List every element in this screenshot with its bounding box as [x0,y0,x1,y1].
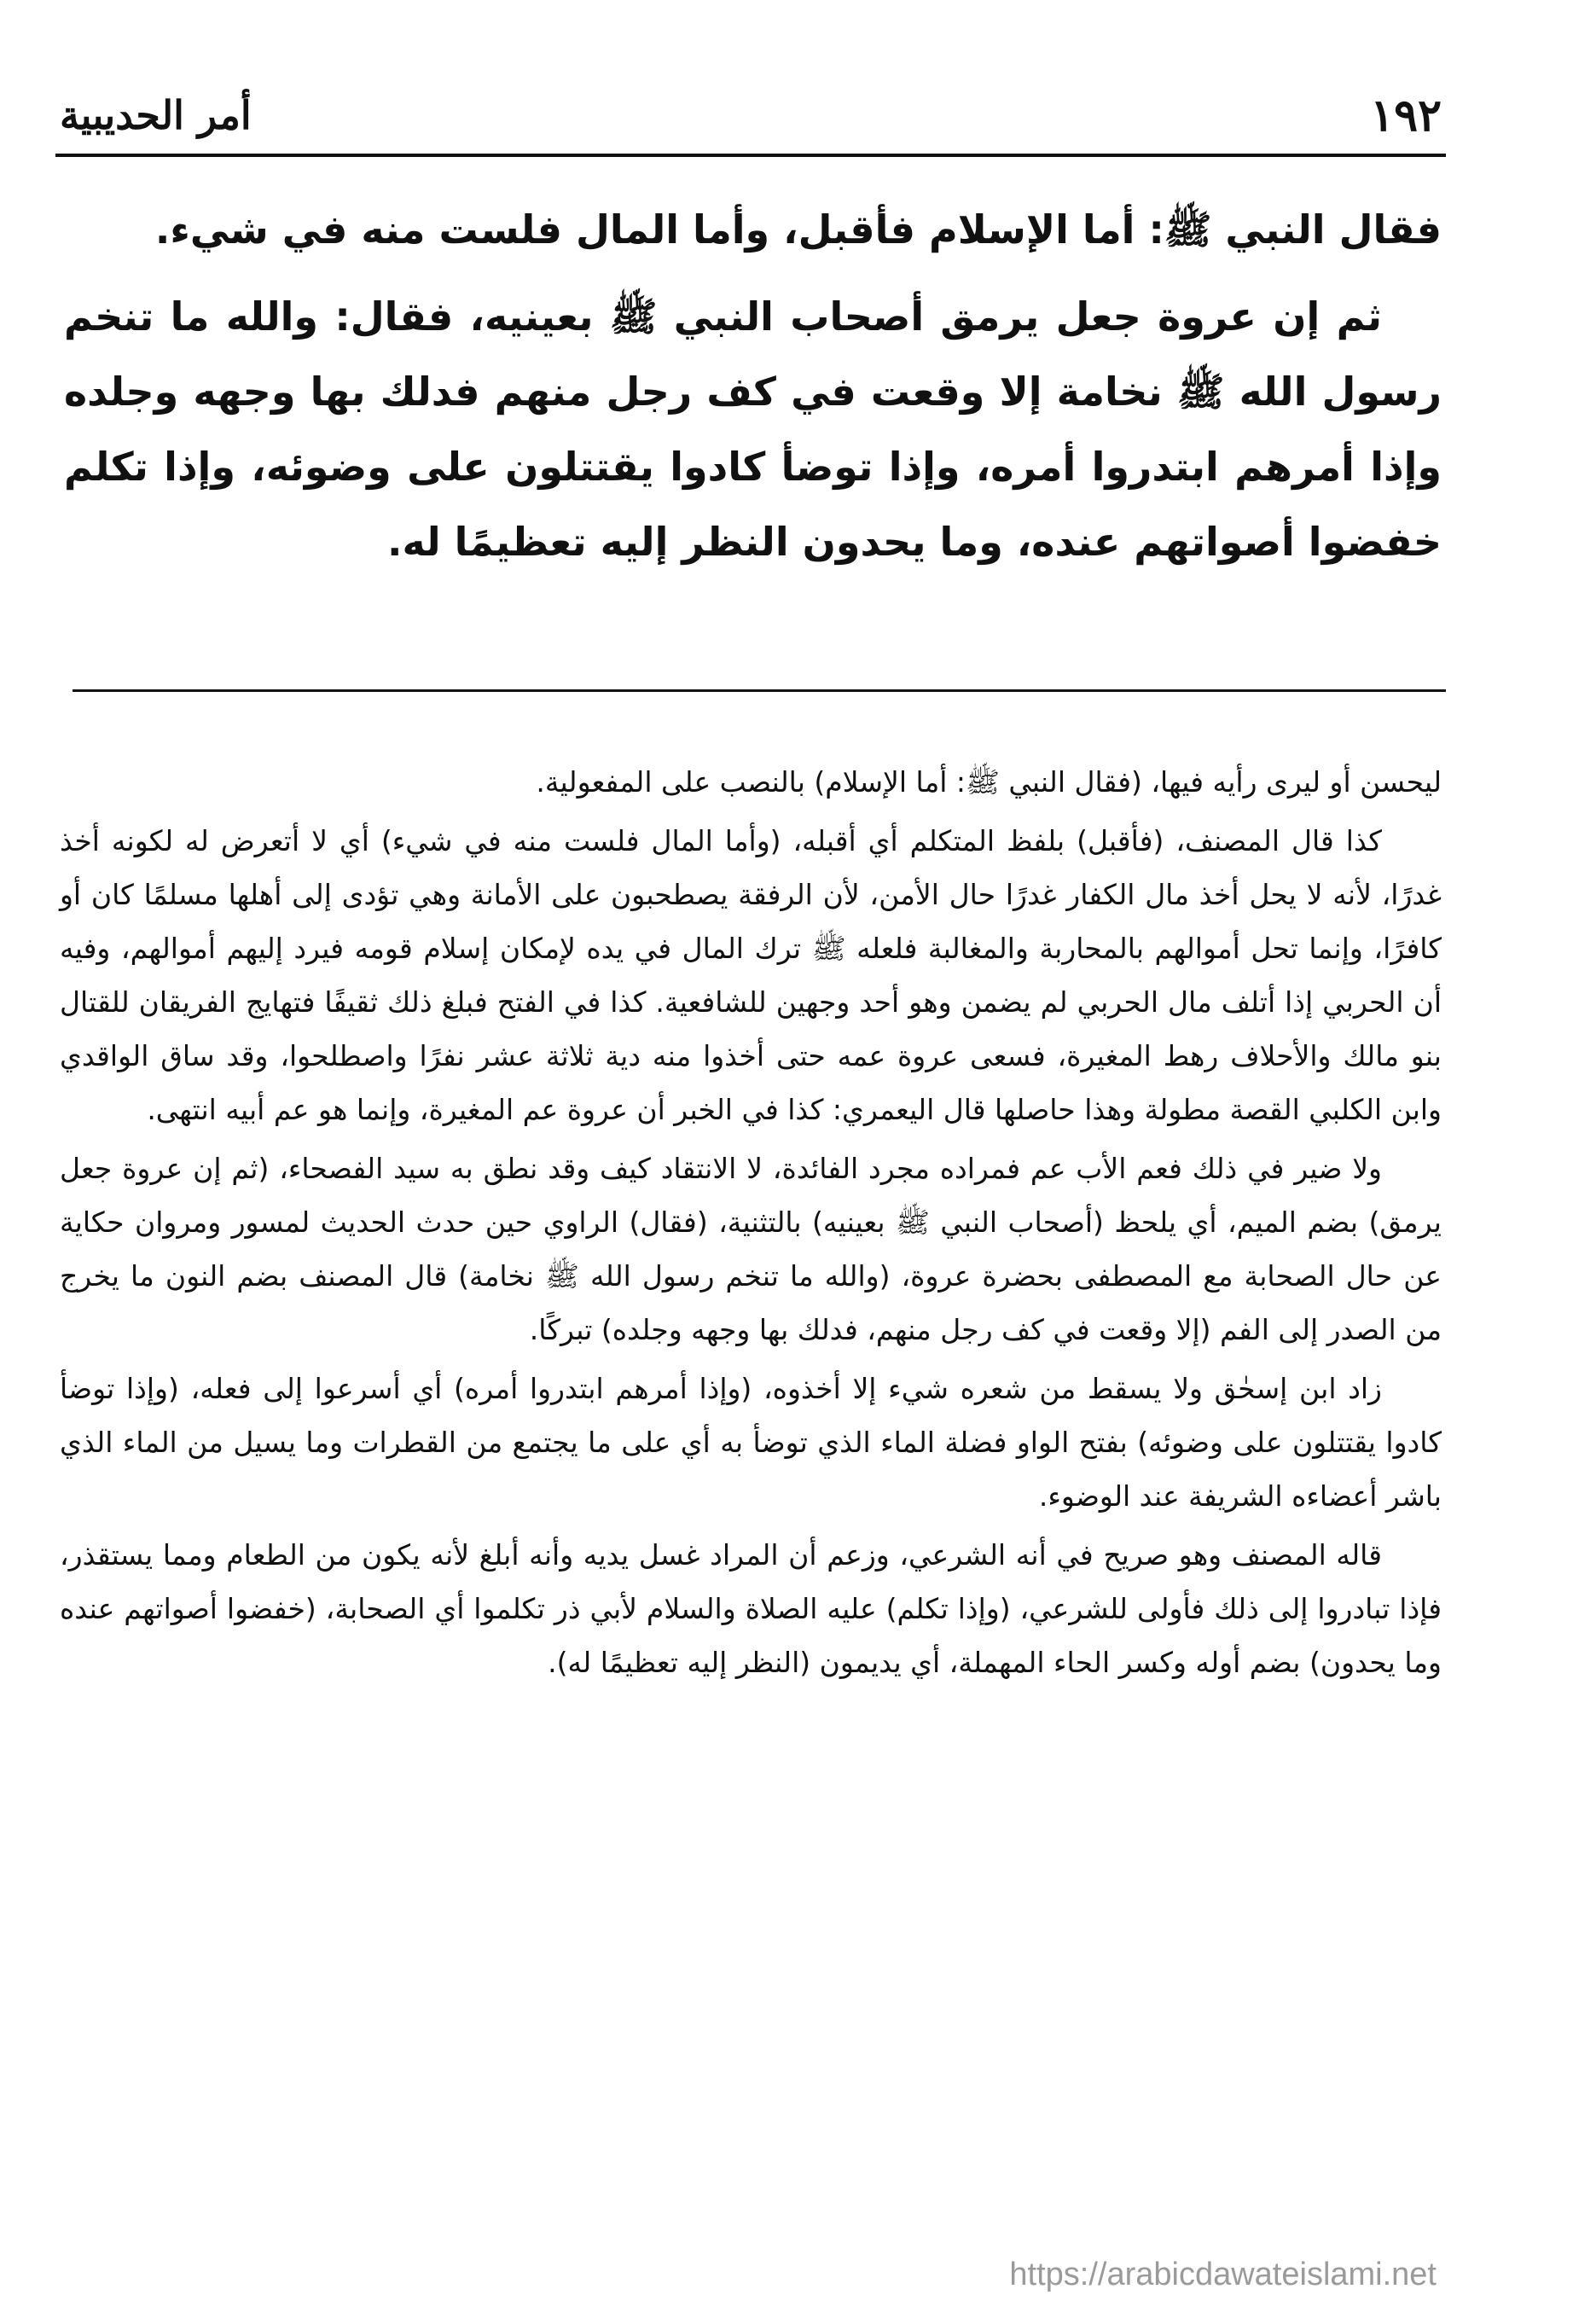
commentary-paragraph: زاد ابن إسحٰق ولا يسقط من شعره شيء إلا أخذوه، (وإذا أمرهم ابتدروا أمره) أي أسرعوا إلى فعله، (وإذا توضأ كادوا يقتتلون على وضوئه) بفتح الواو فضلة الماء الذي توضأ به أي على ما يجتمع من القطرات وما يسيل من الماء الذي باشر أعضاءه الشريفة عند الوضوء. [60,1372,1442,1513]
commentary-paragraph: ليحسن أو ليرى رأيه فيها، (فقال النبي ﷺ: أما الإسلام) بالنصب على المفعولية. [536,765,1442,799]
watermark-url: https://arabicdawateislami.net [1009,2257,1437,2292]
page-header [60,90,1442,141]
commentary-paragraph: ولا ضير في ذلك فعم الأب عم فمراده مجرد الفائدة، لا الانتقاد كيف وقد نطق به سيد الفصحاء، (ثم إن عروة جعل يرمق) بضم الميم، أي يلحظ (أصحاب النبي ﷺ بعينيه) بالتثنية، (فقال) الراوي حين حدث الحديث لمسور ومروان حكاية عن حال الصحابة مع المصطفى بحضرة عروة، (والله ما تنخم رسول الله ﷺ نخامة) قال المصنف بضم النون ما يخرج من الصدر إلى الفم (إلا وقعت في كف رجل منهم، فدلك بها وجهه وجلده) تبركًا. [60,1152,1442,1346]
commentary [60,755,1442,1694]
main-paragraph: ثم إن عروة جعل يرمق أصحاب النبي ﷺ بعينيه، فقال: والله ما تنخم رسول الله ﷺ نخامة إلا وقعت في كف رجل منهم فدلك بها وجهه وجلده وإذا أمرهم ابتدروا أمره، وإذا توضأ كادوا يقتتلون على وضوئه، وإذا تكلم خفضوا أصواتهم عنده، وما يحدون النظر إليه تعظيمًا له. [64,293,1442,565]
main-text [64,192,1442,591]
commentary-paragraph: قاله المصنف وهو صريح في أنه الشرعي، وزعم أن المراد غسل يديه وأنه أبلغ لأنه يكون من الطعام ومما يستقذر، فإذا تبادروا إلى ذلك فأولى للشرعي، (وإذا تكلم) عليه الصلاة والسلام لأبي ذر تكلموا أي الصحابة، (خفضوا أصواتهم عنده وما يحدون) بضم أوله وكسر الحاء المهملة، أي يديمون (النظر إليه تعظيمًا له). [60,1538,1442,1679]
main-paragraph: فقال النبي ﷺ: أما الإسلام فأقبل، وأما المال فلست منه في شيء. [154,206,1442,253]
header-rule [55,154,1446,157]
page-number: ١٩٢ [1370,89,1442,142]
running-title: أمر الحديبية [60,92,252,138]
commentary-paragraph: كذا قال المصنف، (فأقبل) بلفظ المتكلم أي أقبله، (وأما المال فلست منه في شيء) أي لا أتعرض له لكونه أخذ غدرًا، لأنه لا يحل أخذ مال الكفار غدرًا حال الأمن، لأن الرفقة يصطحبون على الأمانة وهي تؤدى إلى أهلها مسلمًا كان أو كافرًا، وإنما تحل أموالهم بالمحاربة والمغالبة فلعله ﷺ ترك المال في يده لإمكان إسلام قومه فيرد إليهم أموالهم، وفيه أن الحربي إذا أتلف مال الحربي لم يضمن وهو أحد وجهين للشافعية. كذا في الفتح فبلغ ذلك ثقيفًا فتهايج الفريقان للقتال بنو مالك والأحلاف رهط المغيرة، فسعى عروة عمه حتى أخذوا منه دية ثلاثة عشر نفرًا واصطلحوا، وقد ساق الواقدي وابن الكلبي القصة مطولة وهذا حاصلها قال اليعمري: كذا في الخبر أن عروة عم المغيرة، وإنما هو عم أبيه انتهى. [60,824,1442,1126]
section-divider [73,689,1446,692]
